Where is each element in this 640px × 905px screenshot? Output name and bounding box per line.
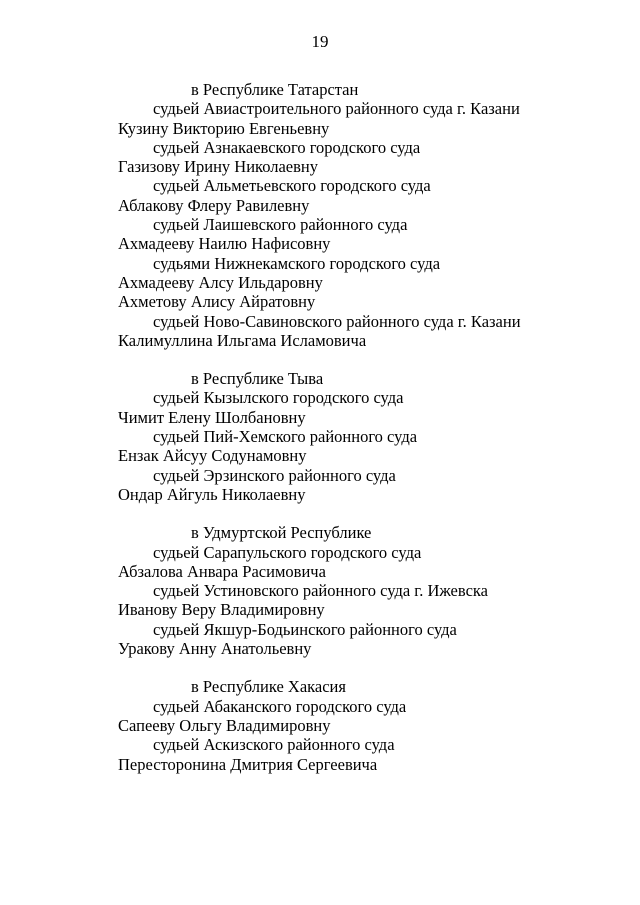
court-line: судьей Авиастроительного районного суда г. Казани xyxy=(153,99,520,119)
court-line: судьей Якшур-Бодьинского районного суда xyxy=(153,619,457,639)
judge-name: Ахметову Алису Айратовну xyxy=(118,292,316,312)
section-tyva xyxy=(0,369,640,504)
judge-name: Калимуллина Ильгама Исламовича xyxy=(118,330,367,350)
judge-name: Газизову Ирину Николаевну xyxy=(118,157,318,177)
court-line: судьей Альметьевского городского суда xyxy=(153,176,431,196)
judge-name: Чимит Елену Шолбановну xyxy=(118,407,306,427)
court-line: судьей Кызылского городского суда xyxy=(153,388,404,408)
judge-name: Аблакову Флеру Равилевну xyxy=(118,195,310,215)
judge-name: Ондар Айгуль Николаевну xyxy=(118,484,306,504)
region-heading: в Республике Татарстан xyxy=(191,80,359,99)
section-khakassia xyxy=(0,677,640,773)
judge-name: Ахмадееву Наилю Нафисовну xyxy=(118,234,331,254)
court-line: судьей Эрзинского районного суда xyxy=(153,465,396,485)
section-udmurtia xyxy=(0,523,640,658)
judge-name: Пересторонина Дмитрия Сергеевича xyxy=(118,754,378,774)
judge-name: Ензак Айсуу Содунамовну xyxy=(118,446,307,466)
region-heading: в Республике Хакасия xyxy=(191,677,346,697)
page-number: 19 xyxy=(311,32,329,51)
court-line: судьей Аскизского районного суда xyxy=(153,735,395,755)
region-heading: в Республике Тыва xyxy=(191,369,324,389)
court-line: судьей Ново-Савиновского районного суда г. Казани xyxy=(153,311,521,331)
judge-name: Кузину Викторию Евгеньевну xyxy=(118,118,330,138)
appointment-list xyxy=(0,80,640,793)
judge-name: Иванову Веру Владимировну xyxy=(118,600,325,620)
section-tatarstan xyxy=(0,80,640,350)
court-line: судьей Лаишевского районного суда xyxy=(153,215,408,235)
court-line: судьями Нижнекамского городского суда xyxy=(153,253,441,273)
region-heading: в Удмуртской Республике xyxy=(191,523,372,543)
judge-name: Сапееву Ольгу Владимировну xyxy=(118,715,331,735)
court-line: судьей Азнакаевского городского суда xyxy=(153,137,421,157)
court-line: судьей Пий-Хемского районного суда xyxy=(153,427,418,447)
judge-name: Уракову Анну Анатольевну xyxy=(118,639,312,659)
court-line: судьей Сарапульского городского суда xyxy=(153,542,422,562)
judge-name: Абзалова Анвара Расимовича xyxy=(118,561,326,581)
court-line: судьей Абаканского городского суда xyxy=(153,696,407,716)
judge-name: Ахмадееву Алсу Ильдаровну xyxy=(118,272,323,292)
court-line: судьей Устиновского районного суда г. Ижевска xyxy=(153,581,488,601)
